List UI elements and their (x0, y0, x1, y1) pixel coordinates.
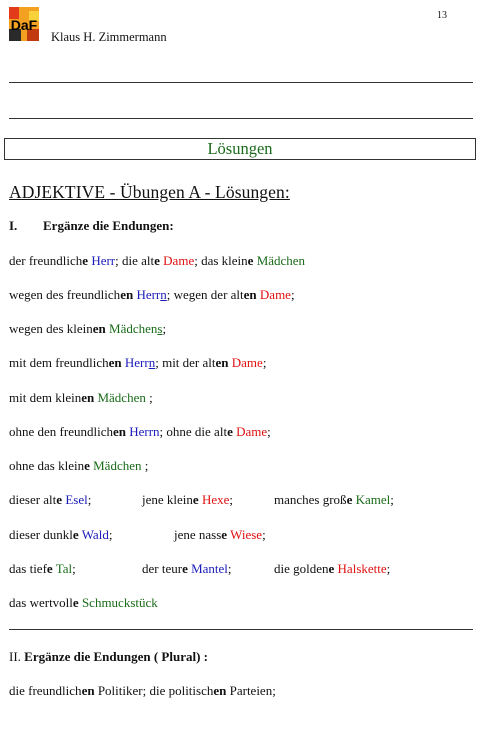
noun-feminine: Dame (232, 424, 268, 439)
exercise-line (274, 492, 394, 508)
text: Politiker; die politisch (94, 683, 214, 698)
solutions-box: Lösungen (4, 138, 476, 160)
exercise-line (9, 424, 271, 440)
noun-masculine: Wald (78, 527, 109, 542)
noun-feminine: Halskette (334, 561, 387, 576)
ending: e (346, 492, 353, 507)
text: ; (162, 321, 167, 336)
exercise-line (142, 561, 232, 577)
text: ; das klein (194, 253, 248, 268)
ending: en (112, 424, 126, 439)
ending: e (72, 527, 79, 542)
ending: e (56, 492, 63, 507)
text: ; (262, 355, 267, 370)
noun-neuter: Kamel (352, 492, 391, 507)
author-name: Klaus H. Zimmermann (51, 30, 167, 44)
ending: e (46, 561, 53, 576)
ending: e (84, 458, 90, 473)
exercise-line (9, 492, 91, 508)
text: ; ohne die alt (159, 424, 228, 439)
noun-masculine: Herr (133, 287, 161, 302)
ending: e (227, 424, 233, 439)
text: ohne den freundlich (9, 424, 113, 439)
text: Parteien; (226, 683, 276, 698)
ending: e (82, 253, 89, 268)
noun-feminine: Dame (228, 355, 263, 370)
ending: e (247, 253, 254, 268)
noun-neuter: Mädchen (253, 253, 306, 268)
text: ; (141, 458, 149, 473)
text: manches groß (274, 492, 347, 507)
ending: e (328, 561, 335, 576)
text: der teur (142, 561, 183, 576)
text: ; (145, 390, 153, 405)
text: wegen des freundlich (9, 287, 121, 302)
text: dieser dunkl (9, 527, 73, 542)
ending: en (215, 355, 229, 370)
text: die freundlich (9, 683, 82, 698)
text: die golden (274, 561, 329, 576)
noun-neuter: Mädchen (94, 390, 146, 405)
noun-feminine: Hexe (198, 492, 230, 507)
text: wegen des klein (9, 321, 93, 336)
text: ; (262, 527, 266, 542)
noun-feminine: Wiese (227, 527, 263, 542)
logo-text: DaF (10, 17, 38, 33)
exercise-line (9, 253, 305, 269)
text: mit dem klein (9, 390, 82, 405)
noun-masculine: Herr (88, 253, 116, 268)
noun-neuter: Mädchen (89, 458, 142, 473)
exercise-line (9, 390, 153, 406)
text: ; (229, 492, 233, 507)
text: jene klein (142, 492, 193, 507)
main-heading: ADJEKTIVE - Übungen A - Lösungen: (9, 182, 290, 202)
daf-logo (9, 7, 39, 41)
text: ; (386, 561, 391, 576)
exercise-line (9, 527, 112, 543)
ending: en (213, 683, 227, 698)
exercise-line (9, 561, 76, 577)
ending: en (108, 355, 122, 370)
text: ; wegen der alt (166, 287, 244, 302)
ending: en (92, 321, 106, 336)
noun-masculine: Herr (121, 355, 149, 370)
ending: en (81, 683, 95, 698)
exercise-line (142, 492, 233, 508)
text: ; (72, 561, 76, 576)
text: ; (227, 561, 232, 576)
ending: en (81, 390, 95, 405)
exercise-line (9, 321, 166, 337)
section-number: I. (9, 218, 18, 233)
text: das wertvoll (9, 595, 73, 610)
text: ; (108, 527, 113, 542)
divider (9, 629, 473, 630)
exercise-line (9, 287, 295, 303)
noun-ending: n (148, 355, 156, 370)
noun-feminine: Dame (256, 287, 291, 302)
text: ; (87, 492, 92, 507)
text: ; die alt (115, 253, 155, 268)
noun-neuter: Mädchen (105, 321, 158, 336)
divider (9, 118, 473, 119)
section-title: Ergänze die Endungen: (43, 218, 174, 233)
section-heading (9, 649, 208, 665)
divider (9, 82, 473, 83)
ending: e (192, 492, 199, 507)
noun-ending: n (160, 287, 167, 302)
exercise-line (174, 527, 266, 543)
ending: e (221, 527, 228, 542)
text: das tief (9, 561, 47, 576)
exercise-line (9, 355, 266, 371)
noun-neuter: Schmuckstück (78, 595, 158, 610)
text: mit dem freundlich (9, 355, 109, 370)
text: der freundlich (9, 253, 83, 268)
noun-masculine: Herrn (125, 424, 160, 439)
noun-feminine: Dame (159, 253, 195, 268)
text: ; (390, 492, 394, 507)
text: jene nass (174, 527, 222, 542)
noun-masculine: Mantel (187, 561, 228, 576)
text: ; (267, 424, 271, 439)
noun-ending: s (157, 321, 163, 336)
ending: e (154, 253, 160, 268)
noun-neuter: Tal (52, 561, 73, 576)
section-number: II. (9, 649, 25, 664)
noun-masculine: Esel (62, 492, 88, 507)
text: ohne das klein (9, 458, 85, 473)
ending: en (120, 287, 134, 302)
text: ; mit der alt (155, 355, 216, 370)
ending: e (72, 595, 79, 610)
ending: e (182, 561, 188, 576)
exercise-line (9, 683, 276, 699)
page-number: 13 (437, 10, 447, 21)
exercise-line (274, 561, 390, 577)
exercise-line (9, 458, 148, 474)
ending: en (243, 287, 257, 302)
text: dieser alt (9, 492, 57, 507)
exercise-line (9, 595, 158, 611)
text: ; (290, 287, 295, 302)
section-title: Ergänze die Endungen ( Plural) : (24, 649, 208, 664)
